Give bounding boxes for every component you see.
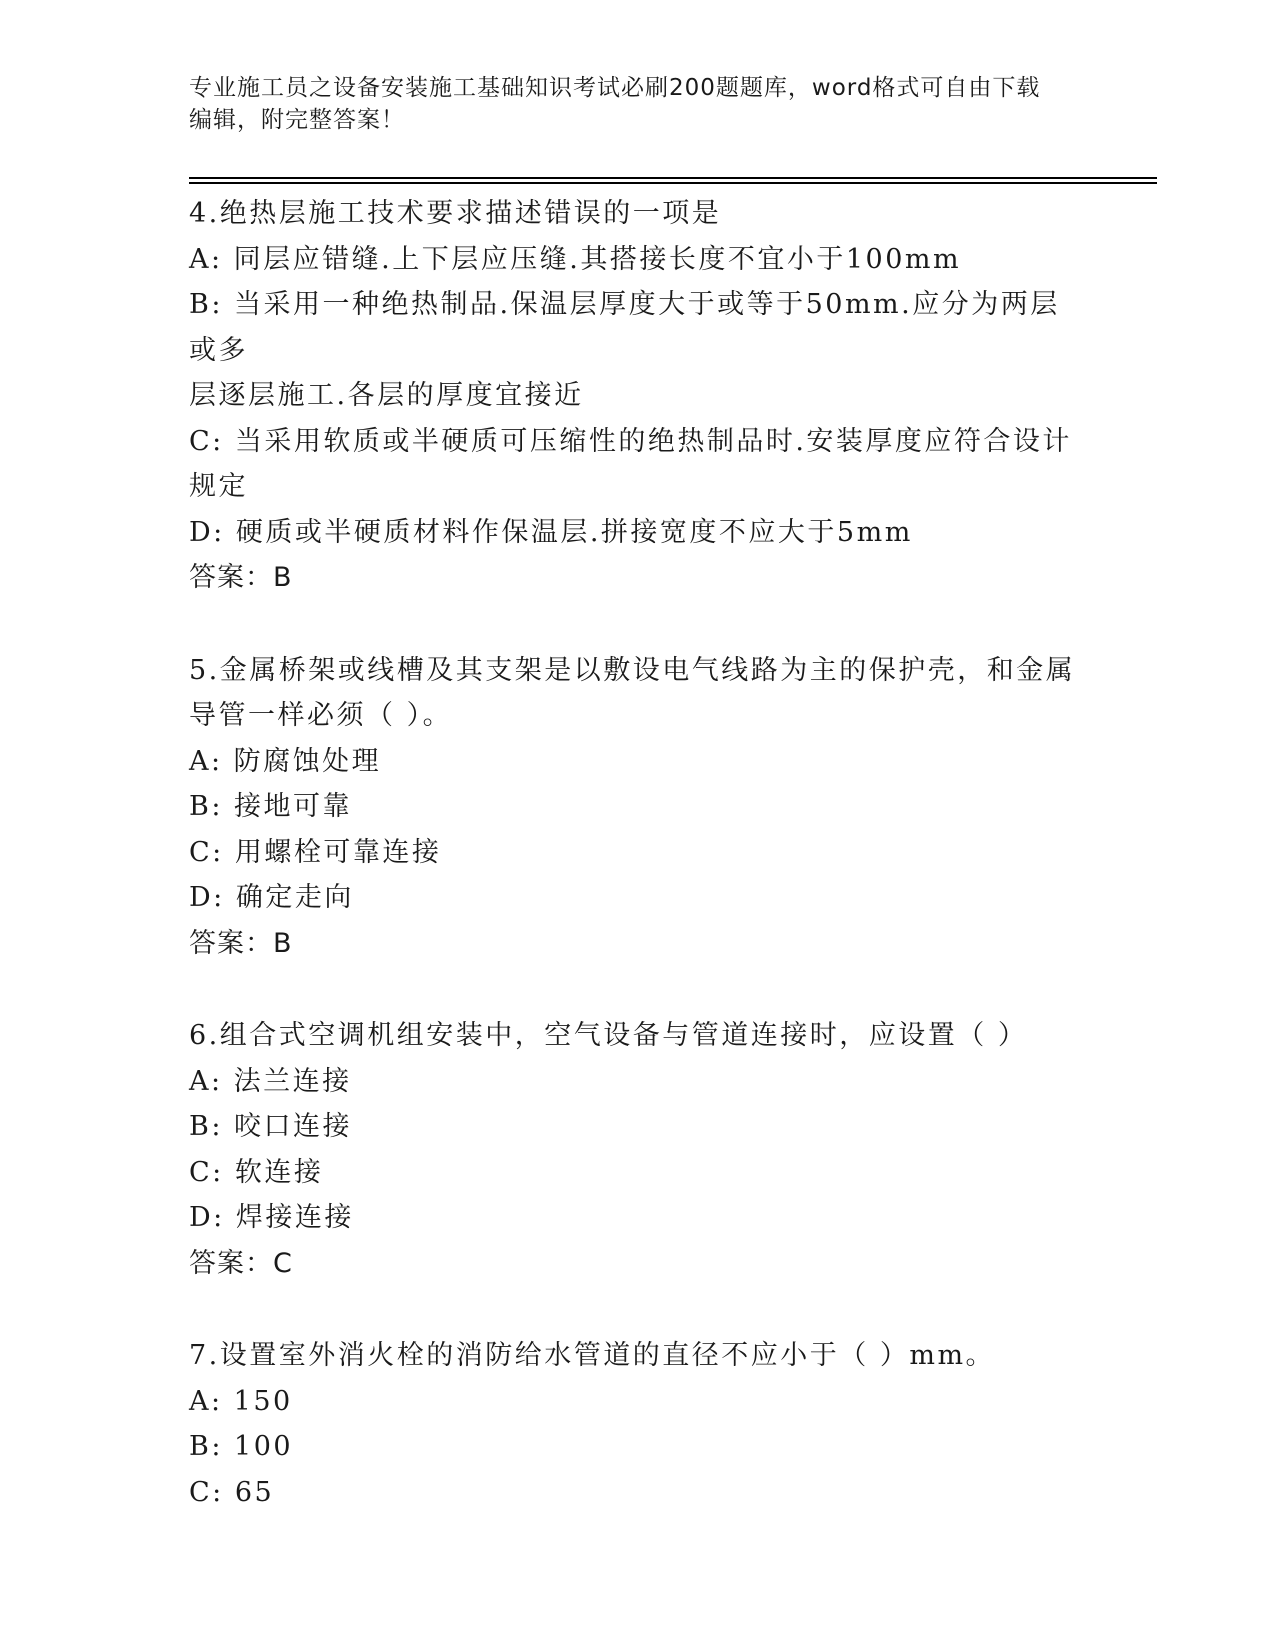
question-stem-line: 6.组合式空调机组安装中，空气设备与管道连接时，应设置（ ） <box>189 1020 1028 1051</box>
question-option-line: C: 软连接 <box>189 1156 324 1188</box>
question-stem-line: 4.绝热层施工技术要求描述错误的一项是 <box>189 198 722 229</box>
question-option-line: D: 焊接连接 <box>189 1202 354 1233</box>
question-option-line: C: 当采用软质或半硬质可压缩性的绝热制品时.安装厚度应符合设计 <box>189 425 1072 457</box>
question-block <box>189 1013 1089 1286</box>
question-option-line: B: 接地可靠 <box>189 791 353 822</box>
question-answer: 答案：B <box>189 927 293 959</box>
question-option-line: D: 硬质或半硬质材料作保温层.拼接宽度不应大于5mm <box>189 516 913 548</box>
question-option-line: D: 确定走向 <box>189 882 354 913</box>
header-title-line-2: 编辑，附完整答案！ <box>189 107 405 133</box>
header-divider-top <box>189 177 1157 179</box>
question-answer: 答案：B <box>189 562 293 593</box>
question-option-line: C: 用螺栓可靠连接 <box>189 836 442 868</box>
question-block <box>189 191 1089 601</box>
question-list <box>189 191 1089 1562</box>
question-option-line: A: 防腐蚀处理 <box>189 745 382 777</box>
question-option-line: B: 当采用一种绝热制品.保温层厚度大于或等于50mm.应分为两层或多 <box>189 289 1060 366</box>
document-header <box>189 72 1089 136</box>
question-option-line: 规定 <box>189 471 248 502</box>
question-stem-line: 7.设置室外消火栓的消防给水管道的直径不应小于（ ）mm。 <box>189 1340 996 1371</box>
question-block <box>189 1333 1089 1515</box>
question-stem-line: 5.金属桥架或线槽及其支架是以敷设电气线路为主的保护壳，和金属 <box>189 654 1076 686</box>
question-option-line: B: 100 <box>189 1431 294 1462</box>
question-option-line: A: 同层应错缝.上下层应压缝.其搭接长度不宜小于100mm <box>189 243 962 275</box>
question-option-line: A: 150 <box>189 1385 293 1417</box>
question-stem-line: 导管一样必须（ ）。 <box>189 700 453 731</box>
header-divider-bottom <box>189 182 1157 184</box>
question-option-line: B: 咬口连接 <box>189 1111 353 1142</box>
question-option-line: A: 法兰连接 <box>189 1065 352 1097</box>
question-answer: 答案：C <box>189 1247 293 1279</box>
question-option-line: 层逐层施工.各层的厚度宜接近 <box>189 380 584 411</box>
question-option-line: C: 65 <box>189 1476 275 1508</box>
question-block <box>189 648 1089 967</box>
header-title-line-1: 专业施工员之设备安装施工基础知识考试必刷200题题库，word格式可自由下载 <box>189 75 1041 101</box>
